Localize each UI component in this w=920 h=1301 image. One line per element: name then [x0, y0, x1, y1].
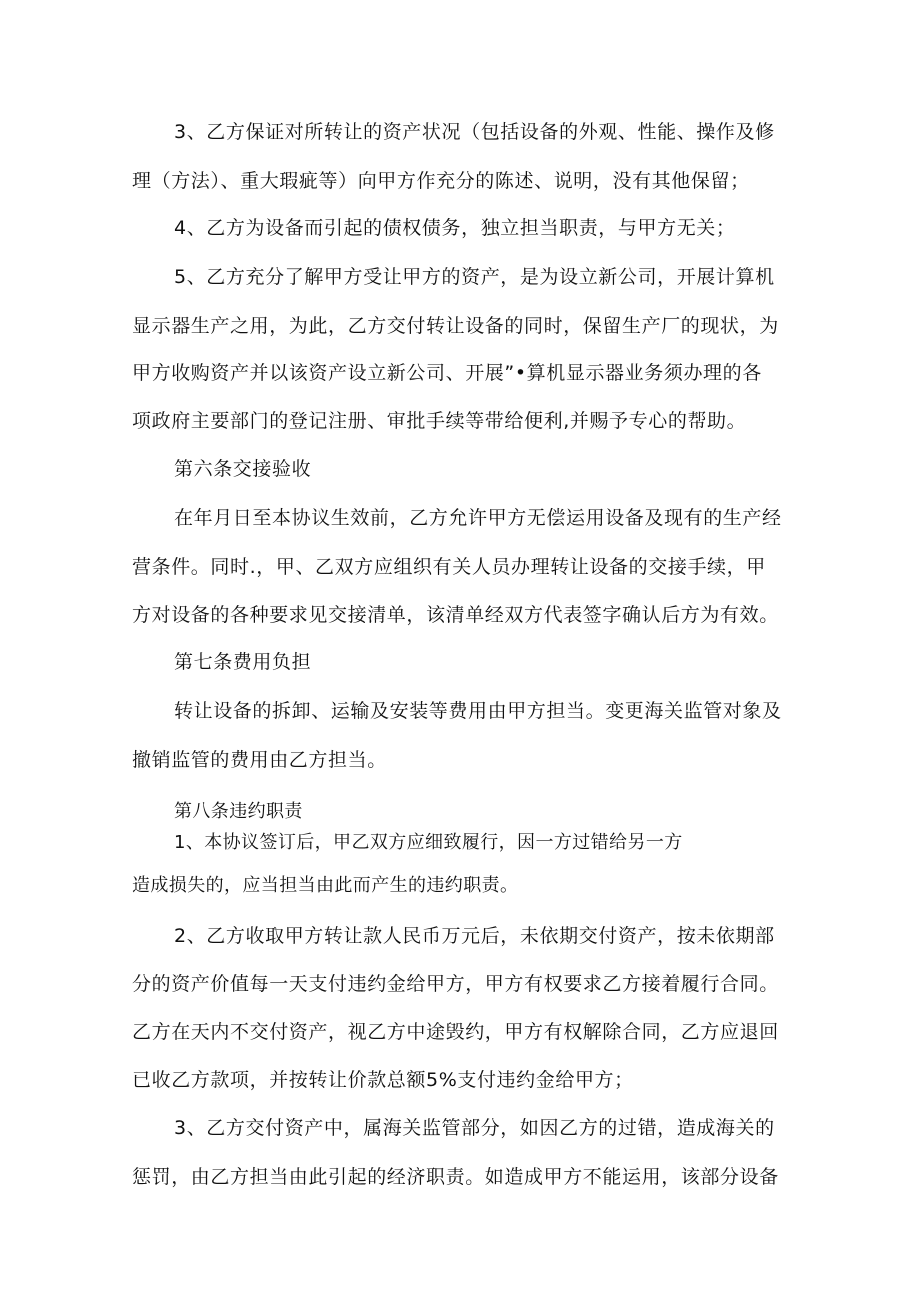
article-8-2-line-3: 乙方在天内不交付资产，视乙方中途毁约，甲方有权解除合同，乙方应退回 [132, 1021, 779, 1043]
article-8-heading: 第八条违约职责 [174, 801, 303, 822]
clause-5-5-line-2: 显示器生产之用，为此，乙方交付转让设备的同时，保留生产厂的现状，为 [132, 315, 779, 337]
article-6-line-3: 方对设备的各种要求见交接清单，该清单经双方代表签字确认后方为有效。 [132, 604, 779, 626]
clause-5-3-line-1: 3、乙方保证对所转让的资产状况（包括设备的外观、性能、操作及修 [174, 121, 775, 143]
article-6-line-1: 在年月日至本协议生效前，乙方允许甲方无偿运用设备及现有的生产经 [174, 507, 782, 529]
article-8-2-line-4: 已收乙方款项，并按转让价款总额5%支付违约金给甲方； [132, 1069, 634, 1091]
article-7-line-2: 撤销监管的费用由乙方担当。 [132, 749, 387, 771]
article-8-1-line-1: 1、本协议签订后，甲乙双方应细致履行，因一方过错给另一方 [174, 832, 683, 853]
clause-5-5-line-3: 甲方收购资产并以该资产设立新公司、开展”•算机显示器业务须办理的各 [132, 362, 762, 384]
article-6-heading: 第六条交接验收 [174, 458, 312, 480]
clause-5-5-line-4: 项政府主要部门的登记注册、审批手续等带给便利,并赐予专心的帮助。 [132, 410, 747, 432]
article-8-3-line-2: 惩罚，由乙方担当由此引起的经济职责。如造成甲方不能运用，该部分设备 [132, 1166, 779, 1188]
article-8-2-line-2: 分的资产价值每一天支付违约金给甲方，甲方有权要求乙方接着履行合同。 [132, 973, 779, 995]
article-6-line-2: 营条件。同时.，甲、乙双方应组织有关人员办理转让设备的交接手续，甲 [132, 556, 766, 578]
article-8-1-line-2: 造成损失的，应当担当由此而产生的违约职责。 [132, 875, 519, 896]
article-7-line-1: 转让设备的拆卸、运输及安装等费用由甲方担当。变更海关监管对象及 [174, 700, 782, 722]
article-8-3-line-1: 3、乙方交付资产中，属海关监管部分，如因乙方的过错，造成海关的 [174, 1117, 775, 1139]
article-7-heading: 第七条费用负担 [174, 651, 312, 673]
clause-5-4-line-1: 4、乙方为设备而引起的债权债务，独立担当职责，与甲方无关； [174, 217, 736, 239]
clause-5-3-line-2: 理（方法）、重大瑕疵等）向甲方作充分的陈述、说明，没有其他保留； [132, 170, 750, 192]
article-8-2-line-1: 2、乙方收取甲方转让款人民币万元后，未依期交付资产，按未依期部 [174, 925, 775, 947]
clause-5-5-line-1: 5、乙方充分了解甲方受让甲方的资产，是为设立新公司，开展计算机 [174, 266, 775, 288]
